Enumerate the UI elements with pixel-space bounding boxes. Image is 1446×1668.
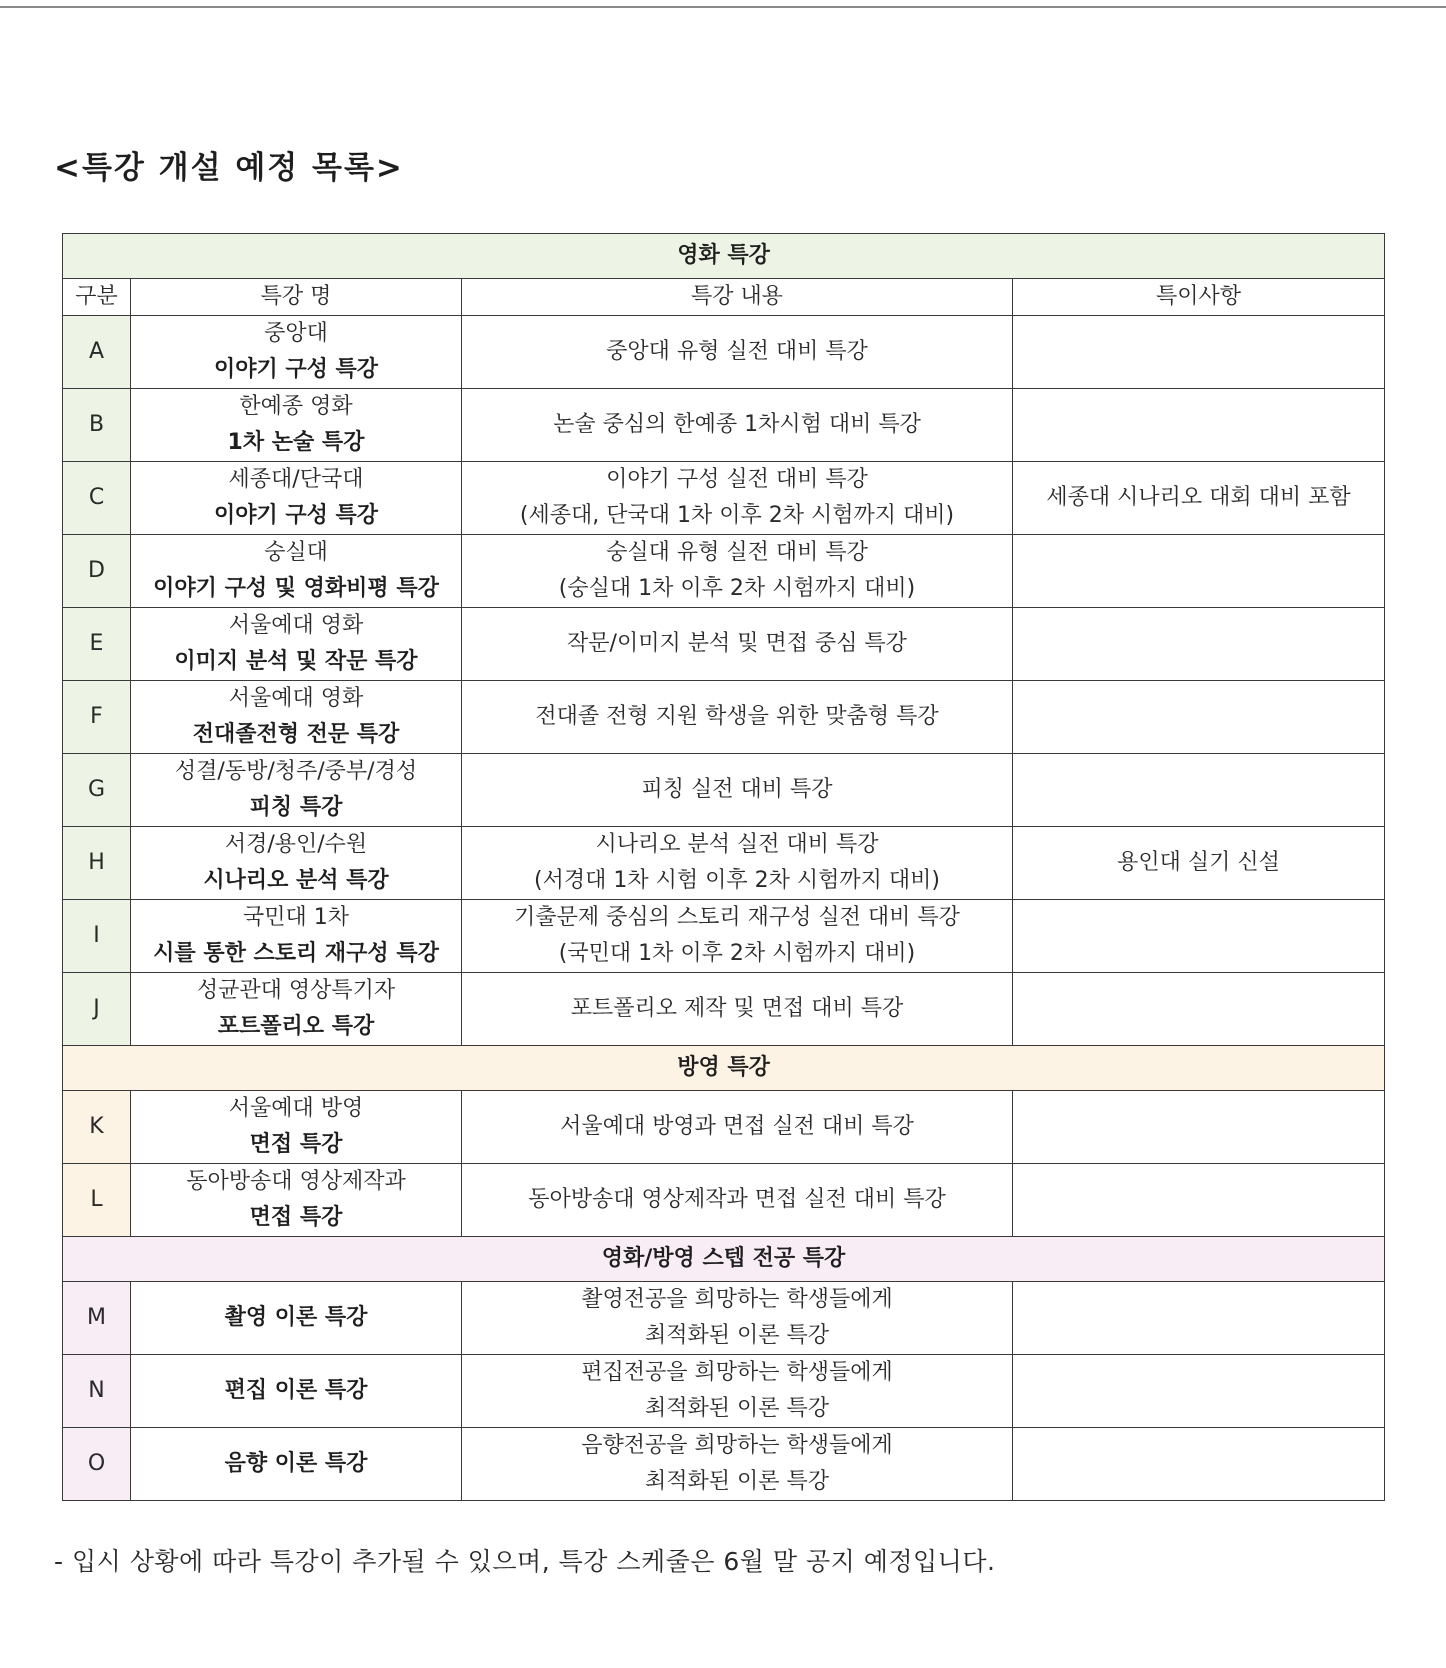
lecture-name-cell <box>131 827 462 900</box>
lecture-content-line: (숭실대 1차 이후 2차 시험까지 대비) <box>558 576 916 601</box>
lecture-note <box>1013 389 1385 462</box>
section-title: 방영 특강 <box>63 1046 1385 1091</box>
lecture-name: 면접 특강 <box>249 1205 343 1230</box>
page-title: <특강 개설 예정 목록> <box>54 150 404 186</box>
lecture-name-cell <box>131 1428 462 1501</box>
lecture-content-line: 피칭 실전 대비 특강 <box>641 777 833 802</box>
lecture-note <box>1013 1428 1385 1501</box>
lecture-name: 편집 이론 특강 <box>224 1378 368 1403</box>
column-header-content: 특강 내용 <box>462 279 1013 316</box>
school-name: 동아방송대 영상제작과 <box>186 1169 406 1194</box>
lecture-content-line: 동아방송대 영상제작과 면접 실전 대비 특강 <box>528 1187 946 1212</box>
lecture-name: 이야기 구성 및 영화비평 특강 <box>153 576 439 601</box>
lecture-note <box>1013 1091 1385 1164</box>
school-name: 국민대 1차 <box>243 905 349 930</box>
row-code: J <box>63 973 131 1046</box>
lecture-content-cell <box>462 1091 1013 1164</box>
table-row <box>63 462 1385 535</box>
lecture-note <box>1013 1164 1385 1237</box>
lecture-content-line: 전대졸 전형 지원 학생을 위한 맞춤형 특강 <box>535 704 939 729</box>
row-code: K <box>63 1091 131 1164</box>
lecture-content-line: (세종대, 단국대 1차 이후 2차 시험까지 대비) <box>519 503 955 528</box>
lecture-name: 이야기 구성 특강 <box>213 503 379 528</box>
row-code: D <box>63 535 131 608</box>
lecture-content-line: 최적화된 이론 특강 <box>644 1323 829 1348</box>
lecture-name-cell <box>131 900 462 973</box>
school-name: 숭실대 <box>264 540 328 565</box>
lecture-name-cell <box>131 1164 462 1237</box>
school-name: 세종대/단국대 <box>228 467 364 492</box>
school-name: 서울예대 영화 <box>228 686 364 711</box>
column-header-category: 구분 <box>63 279 131 316</box>
lecture-content-line: 시나리오 분석 실전 대비 특강 <box>595 832 879 857</box>
section-header-row <box>63 1237 1385 1282</box>
row-code: G <box>63 754 131 827</box>
section-title: 영화 특강 <box>63 234 1385 279</box>
row-code: L <box>63 1164 131 1237</box>
lecture-content-cell <box>462 1428 1013 1501</box>
lecture-note <box>1013 1282 1385 1355</box>
lecture-note <box>1013 1355 1385 1428</box>
lecture-name: 피칭 특강 <box>249 795 343 820</box>
lecture-name: 면접 특강 <box>249 1132 343 1157</box>
row-code: O <box>63 1428 131 1501</box>
table-row <box>63 1282 1385 1355</box>
lecture-content-line: 이야기 구성 실전 대비 특강 <box>606 467 868 492</box>
row-code: A <box>63 316 131 389</box>
row-code: C <box>63 462 131 535</box>
table-row <box>63 1355 1385 1428</box>
section-header-row <box>63 234 1385 279</box>
row-code: N <box>63 1355 131 1428</box>
lecture-name-cell <box>131 754 462 827</box>
lecture-content-line: 기출문제 중심의 스토리 재구성 실전 대비 특강 <box>514 905 960 930</box>
table-row <box>63 1164 1385 1237</box>
table-row <box>63 1091 1385 1164</box>
lecture-content-cell <box>462 389 1013 462</box>
lecture-content-line: 최적화된 이론 특강 <box>644 1396 829 1421</box>
lecture-content-cell <box>462 1355 1013 1428</box>
lecture-content-line: (국민대 1차 이후 2차 시험까지 대비) <box>558 941 916 966</box>
lecture-content-line: 음향전공을 희망하는 학생들에게 <box>581 1433 893 1458</box>
table-row <box>63 827 1385 900</box>
lecture-content-line: 촬영전공을 희망하는 학생들에게 <box>581 1287 893 1312</box>
row-code: F <box>63 681 131 754</box>
lecture-name: 포트폴리오 특강 <box>217 1014 375 1039</box>
table-row <box>63 389 1385 462</box>
row-code: I <box>63 900 131 973</box>
footnote: - 입시 상황에 따라 특강이 추가될 수 있으며, 특강 스케줄은 6월 말 공지 예정입니다. <box>54 1547 996 1576</box>
lecture-content-line: (서경대 1차 시험 이후 2차 시험까지 대비) <box>534 868 940 893</box>
lecture-content-cell <box>462 681 1013 754</box>
lecture-content-cell <box>462 462 1013 535</box>
lecture-name-cell <box>131 462 462 535</box>
row-code: M <box>63 1282 131 1355</box>
lecture-name-cell <box>131 1091 462 1164</box>
school-name: 성결/동방/청주/중부/경성 <box>174 759 418 784</box>
section-header-row <box>63 1046 1385 1091</box>
lecture-note <box>1013 973 1385 1046</box>
lecture-name: 시를 통한 스토리 재구성 특강 <box>153 941 439 966</box>
lecture-name: 음향 이론 특강 <box>224 1451 368 1476</box>
school-name: 서경/용인/수원 <box>224 832 368 857</box>
lecture-content-cell <box>462 608 1013 681</box>
column-header-row <box>63 279 1385 316</box>
lecture-name-cell <box>131 1355 462 1428</box>
lecture-note: 세종대 시나리오 대회 대비 포함 <box>1013 462 1385 535</box>
lecture-table <box>62 233 1385 1501</box>
school-name: 중앙대 <box>264 321 328 346</box>
lecture-content-cell <box>462 1164 1013 1237</box>
lecture-content-cell <box>462 900 1013 973</box>
table-row <box>63 608 1385 681</box>
lecture-name: 이야기 구성 특강 <box>213 357 379 382</box>
lecture-name: 촬영 이론 특강 <box>224 1305 368 1330</box>
column-header-name: 특강 명 <box>131 279 462 316</box>
school-name: 서울예대 영화 <box>228 613 364 638</box>
lecture-note <box>1013 900 1385 973</box>
lecture-note <box>1013 535 1385 608</box>
column-header-note: 특이사항 <box>1013 279 1385 316</box>
lecture-note <box>1013 608 1385 681</box>
lecture-note: 용인대 실기 신설 <box>1013 827 1385 900</box>
school-name: 서울예대 방영 <box>228 1096 364 1121</box>
lecture-note <box>1013 754 1385 827</box>
lecture-content-cell <box>462 535 1013 608</box>
lecture-name: 1차 논술 특강 <box>227 430 365 455</box>
lecture-name-cell <box>131 389 462 462</box>
lecture-content-line: 편집전공을 희망하는 학생들에게 <box>581 1360 893 1385</box>
lecture-content-cell <box>462 754 1013 827</box>
school-name: 한예종 영화 <box>239 394 353 419</box>
lecture-name: 전대졸전형 전문 특강 <box>192 722 400 747</box>
table-row <box>63 754 1385 827</box>
lecture-content-line: 작문/이미지 분석 및 면접 중심 특강 <box>567 631 907 656</box>
lecture-name-cell <box>131 316 462 389</box>
lecture-content-line: 최적화된 이론 특강 <box>644 1469 829 1494</box>
lecture-content-line: 숭실대 유형 실전 대비 특강 <box>606 540 868 565</box>
row-code: E <box>63 608 131 681</box>
row-code: B <box>63 389 131 462</box>
lecture-name-cell <box>131 608 462 681</box>
table-row <box>63 900 1385 973</box>
lecture-content-line: 포트폴리오 제작 및 면접 대비 특강 <box>570 996 904 1021</box>
lecture-content-cell <box>462 1282 1013 1355</box>
table-row <box>63 973 1385 1046</box>
table-row <box>63 1428 1385 1501</box>
row-code: H <box>63 827 131 900</box>
table-row <box>63 316 1385 389</box>
lecture-name-cell <box>131 681 462 754</box>
lecture-note <box>1013 316 1385 389</box>
lecture-name: 이미지 분석 및 작문 특강 <box>174 649 418 674</box>
school-name: 성균관대 영상특기자 <box>196 978 396 1003</box>
lecture-content-cell <box>462 827 1013 900</box>
top-divider <box>0 6 1446 8</box>
lecture-name-cell <box>131 1282 462 1355</box>
table-row <box>63 535 1385 608</box>
lecture-name: 시나리오 분석 특강 <box>203 868 389 893</box>
lecture-content-cell <box>462 973 1013 1046</box>
lecture-content-line: 논술 중심의 한예종 1차시험 대비 특강 <box>553 412 921 437</box>
lecture-note <box>1013 681 1385 754</box>
lecture-content-line: 중앙대 유형 실전 대비 특강 <box>606 339 868 364</box>
lecture-name-cell <box>131 535 462 608</box>
table-row <box>63 681 1385 754</box>
section-title: 영화/방영 스텝 전공 특강 <box>63 1237 1385 1282</box>
lecture-content-cell <box>462 316 1013 389</box>
lecture-content-line: 서울예대 방영과 면접 실전 대비 특강 <box>560 1114 914 1139</box>
lecture-name-cell <box>131 973 462 1046</box>
